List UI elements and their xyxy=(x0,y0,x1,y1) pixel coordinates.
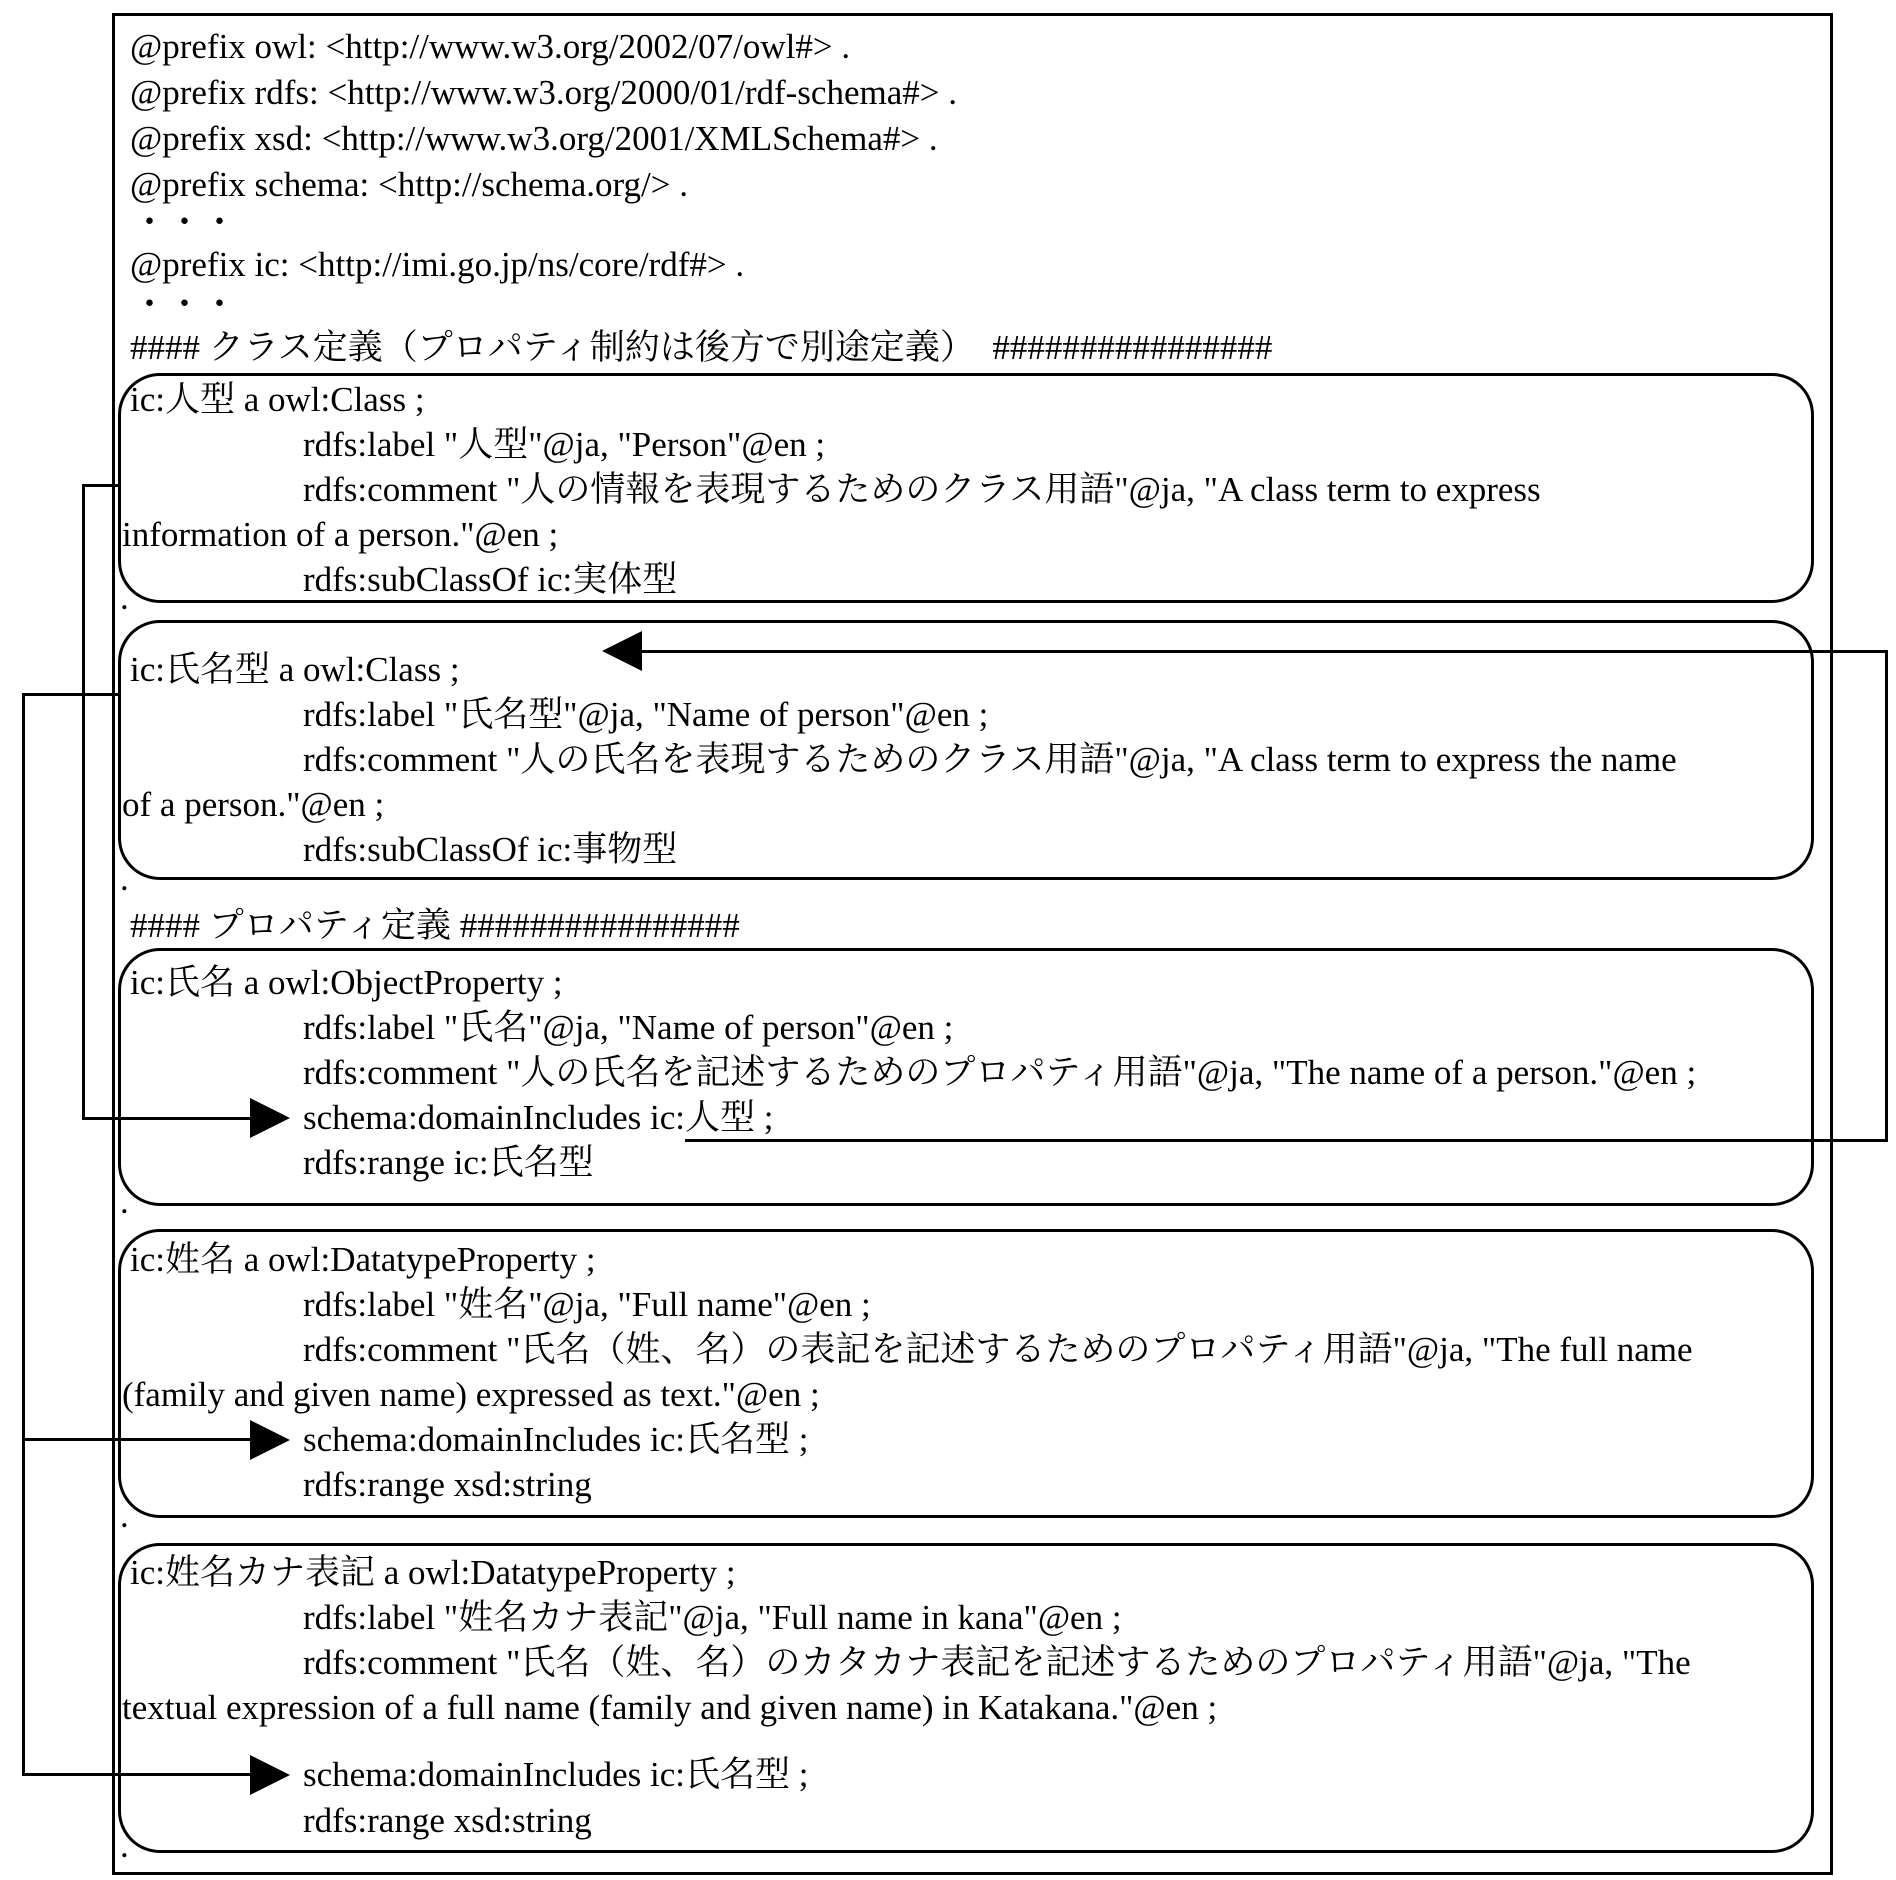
fullname-property-comment-wrap: (family and given name) expressed as text."@en ; xyxy=(122,1375,820,1414)
name-property-range: rdfs:range ic:氏名型 xyxy=(303,1143,594,1182)
statement-period: . xyxy=(120,859,129,898)
kana-property-label: rdfs:label "姓名カナ表記"@ja, "Full name in kana"@en ; xyxy=(303,1598,1122,1637)
fullname-property-comment: rdfs:comment "氏名（姓、名）の表記を記述するためのプロパティ用語"@ja, "The full name xyxy=(303,1330,1693,1369)
kana-property-range: rdfs:range xsd:string xyxy=(303,1801,592,1840)
person-class-subclassof: rdfs:subClassOf ic:実体型 xyxy=(303,560,678,599)
property-section-header: #### プロパティ定義 ################ xyxy=(130,906,740,945)
fullname-property-subject: ic:姓名 a owl:DatatypeProperty ; xyxy=(130,1240,596,1279)
range-link-vertical xyxy=(1885,651,1888,1142)
nametype-domain-link-branch-fullname xyxy=(22,1438,250,1441)
statement-period: . xyxy=(120,1182,129,1221)
person-class-comment: rdfs:comment "人の情報を表現するためのクラス用語"@ja, "A class term to express xyxy=(303,470,1541,509)
range-link-top-horizontal xyxy=(640,650,1888,653)
name-property-label: rdfs:label "氏名"@ja, "Name of person"@en ; xyxy=(303,1008,954,1047)
kana-property-domainincludes: schema:domainIncludes ic:氏名型 ; xyxy=(303,1755,809,1794)
kana-domain-arrowhead-icon xyxy=(250,1755,290,1795)
class-section-header: #### クラス定義（プロパティ制約は後方で別途定義） ################ xyxy=(130,328,1273,367)
statement-period: . xyxy=(120,1826,129,1865)
prefix-xsd-line: @prefix xsd: <http://www.w3.org/2001/XMLSchema#> . xyxy=(130,119,938,158)
kana-property-comment: rdfs:comment "氏名（姓、名）のカタカナ表記を記述するためのプロパティ用語"@ja, "The xyxy=(303,1643,1691,1682)
ellipsis-dots: ・・・ xyxy=(132,203,238,242)
name-class-label: rdfs:label "氏名型"@ja, "Name of person"@en ; xyxy=(303,695,989,734)
range-arrowhead-icon xyxy=(602,631,642,671)
prefix-schema-line: @prefix schema: <http://schema.org/> . xyxy=(130,165,689,204)
person-class-label: rdfs:label "人型"@ja, "Person"@en ; xyxy=(303,425,826,464)
name-class-comment-wrap: of a person."@en ; xyxy=(122,785,385,824)
name-class-comment: rdfs:comment "人の氏名を表現するためのクラス用語"@ja, "A class term to express the name xyxy=(303,740,1677,779)
prefix-ic-line: @prefix ic: <http://imi.go.jp/ns/core/rdf#> . xyxy=(130,245,745,284)
name-property-subject: ic:氏名 a owl:ObjectProperty ; xyxy=(130,963,563,1002)
statement-period: . xyxy=(120,1496,129,1535)
name-property-comment: rdfs:comment "人の氏名を記述するためのプロパティ用語"@ja, "The name of a person."@en ; xyxy=(303,1053,1697,1092)
name-class-subclassof: rdfs:subClassOf ic:事物型 xyxy=(303,830,678,869)
nametype-domain-link-branch-kana xyxy=(22,1773,250,1776)
person-domain-link-vertical xyxy=(82,484,85,1120)
prefix-rdfs-line: @prefix rdfs: <http://www.w3.org/2000/01/rdf-schema#> . xyxy=(130,73,957,112)
fullname-property-range: rdfs:range xsd:string xyxy=(303,1465,592,1504)
nametype-domain-link-vertical xyxy=(22,693,25,1776)
prefix-owl-line: @prefix owl: <http://www.w3.org/2002/07/owl#> . xyxy=(130,27,851,66)
person-class-subject: ic:人型 a owl:Class ; xyxy=(130,380,425,419)
person-domain-link-stub xyxy=(82,484,120,487)
fullname-domain-arrowhead-icon xyxy=(250,1420,290,1460)
name-class-subject: ic:氏名型 a owl:Class ; xyxy=(130,650,460,689)
person-domain-link-horizontal xyxy=(82,1117,250,1120)
fullname-property-label: rdfs:label "姓名"@ja, "Full name"@en ; xyxy=(303,1285,871,1324)
person-class-comment-wrap: information of a person."@en ; xyxy=(122,515,559,554)
person-domain-arrowhead-icon xyxy=(250,1098,290,1138)
range-link-bottom-horizontal xyxy=(685,1139,1888,1142)
kana-property-subject: ic:姓名カナ表記 a owl:DatatypeProperty ; xyxy=(130,1553,736,1592)
fullname-property-domainincludes: schema:domainIncludes ic:氏名型 ; xyxy=(303,1420,809,1459)
statement-period: . xyxy=(120,578,129,617)
nametype-domain-link-stub xyxy=(22,693,121,696)
ellipsis-dots: ・・・ xyxy=(132,285,238,324)
kana-property-comment-wrap: textual expression of a full name (family and given name) in Katakana."@en ; xyxy=(122,1688,1218,1727)
name-property-domainincludes: schema:domainIncludes ic:人型 ; xyxy=(303,1098,774,1137)
